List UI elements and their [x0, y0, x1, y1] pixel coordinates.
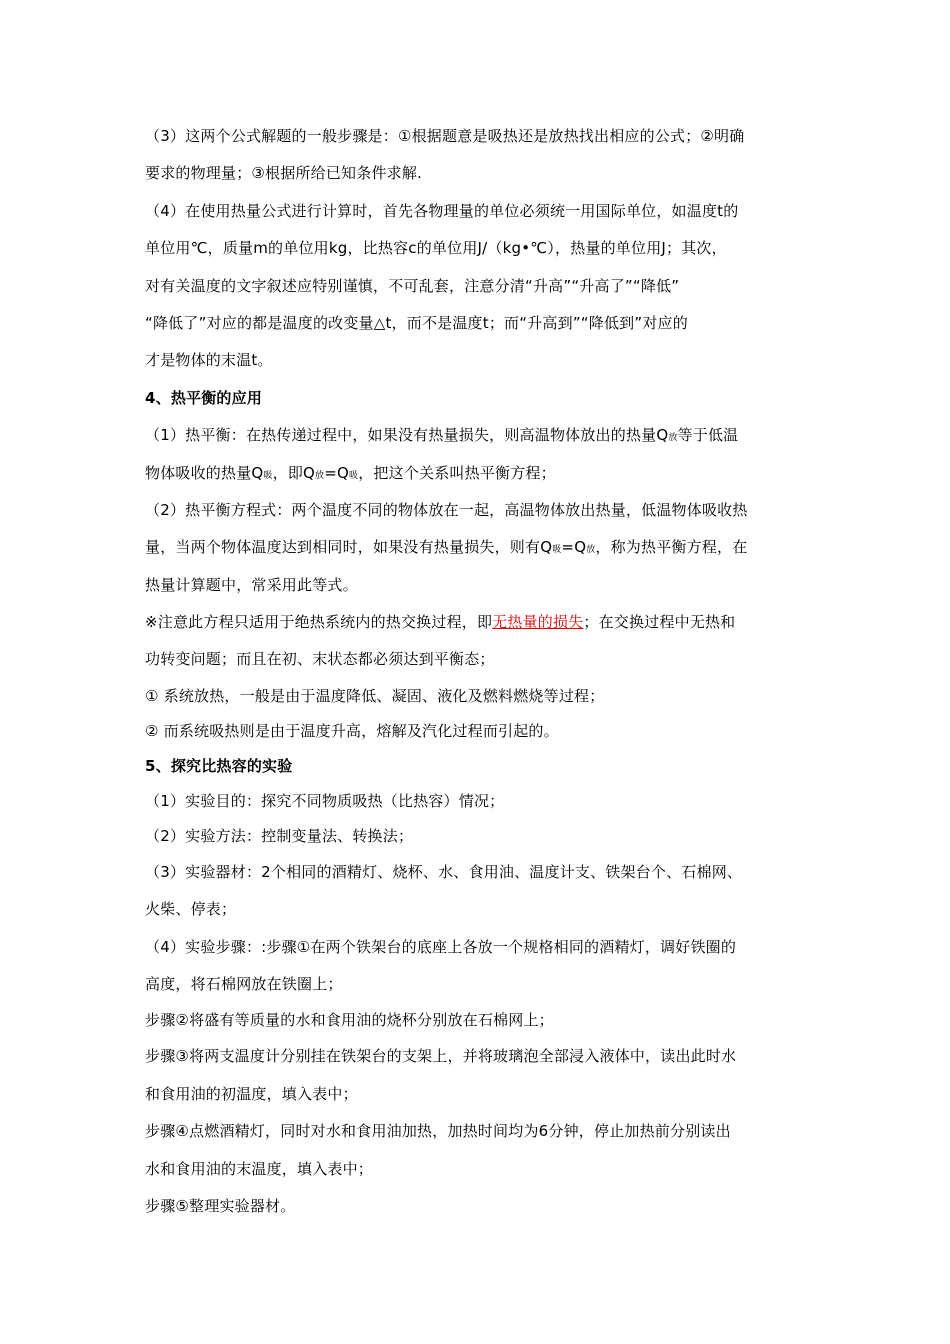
s4-p1-line1 — [145, 417, 810, 454]
s3-p4-line1: （4）在使用热量公式进行计算时，首先各物理量的单位必须统一用国际单位，如温度t的 — [145, 201, 739, 220]
text: 物体吸收的热量Q — [145, 463, 264, 482]
s3-p4-line5: 才是物体的末温t。 — [145, 351, 273, 370]
s5-p4-line2: 高度，将石棉网放在铁圈上； — [145, 975, 343, 994]
text: ※注意此方程只适用于绝热系统内的热交换过程，即 — [145, 613, 493, 632]
highlighted-text: 无热量的损失 — [492, 613, 584, 632]
s5-p2: （2）实验方法：控制变量法、转换法； — [145, 826, 414, 845]
s5-p1: （1）实验目的：探究不同物质吸热（比热容）情况； — [145, 791, 505, 810]
s5-step3-line2: 和食用油的初温度，填入表中； — [145, 1084, 358, 1103]
s4-p2-line1: （2）热平衡方程式：两个温度不同的物体放在一起，高温物体放出热量，低温物体吸收热 — [145, 500, 748, 519]
subscript: 放 — [315, 470, 325, 481]
s3-p4-line2: 单位用℃，质量m的单位用kg，比热容c的单位用J/（kg•℃），热量的单位用J；其次， — [145, 239, 727, 258]
s5-step4-line2: 水和食用油的末温度，填入表中； — [145, 1159, 374, 1178]
section-4-heading: 4、热平衡的应用 — [145, 388, 263, 407]
s4-p2-line3: 热量计算题中，常采用此等式。 — [145, 575, 358, 594]
text: 等于低温 — [677, 426, 739, 445]
subscript: 放 — [586, 545, 596, 556]
text: 量，当两个物体温度达到相同时，如果没有热量损失，则有Q — [145, 538, 553, 557]
document-page — [145, 118, 810, 1225]
subscript: 吸 — [552, 545, 562, 556]
text: =Q — [324, 463, 350, 482]
text: ，把这个关系叫热平衡方程； — [358, 463, 556, 482]
s3-p4-line3: 对有关温度的文字叙述应特别谨慎，不可乱套，注意分清“升高”“升高了”“降低” — [145, 276, 680, 295]
subscript: 吸 — [349, 470, 359, 481]
s5-step3-line1: 步骤③将两支温度计分别挂在铁架台的支架上，并将玻璃泡全部浸入液体中，读出此时水 — [145, 1047, 737, 1066]
text: （4）实验步骤： — [145, 937, 262, 956]
s5-p3-line1: （3）实验器材：2个相同的酒精灯、烧杯、水、食用油、温度计支、铁架台个、石棉网、 — [145, 862, 743, 881]
s3-p4-line4: “降低了”对应的都是温度的改变量△t，而不是温度t；而“升高到”“降低到”对应的 — [145, 313, 688, 332]
s4-point1: ① 系统放热，一般是由于温度降低、凝固、液化及燃料燃烧等过程； — [145, 686, 605, 705]
s3-p3-line2: 要求的物理量；③根据所给已知条件求解. — [145, 164, 423, 183]
s4-note-line1 — [145, 604, 810, 641]
text: （1）热平衡：在热传递过程中，如果没有热量损失，则高温物体放出的热量Q — [145, 426, 669, 445]
s5-p4-line1 — [145, 929, 810, 966]
subscript: 放 — [668, 433, 678, 444]
subscript: 吸 — [263, 470, 273, 481]
text: ，称为热平衡方程，在 — [595, 538, 748, 557]
s4-p2-line2 — [145, 529, 810, 566]
text: ，即Q — [272, 463, 316, 482]
text: ；在交换过程中无热和 — [583, 613, 736, 632]
text: :步骤①在两个铁架台的底座上各放一个规格相同的酒精灯，调好铁圈的 — [261, 937, 737, 956]
s5-p3-line2: 火柴、停表； — [145, 900, 237, 919]
section-5-heading: 5、探究比热容的实验 — [145, 756, 293, 775]
s5-step5: 步骤⑤整理实验器材。 — [145, 1196, 296, 1215]
s5-step2: 步骤②将盛有等质量的水和食用油的烧杯分别放在石棉网上； — [145, 1011, 554, 1030]
text: =Q — [561, 538, 587, 557]
s4-note-line2: 功转变问题；而且在初、末状态都必须达到平衡态； — [145, 650, 495, 669]
s4-p1-line2 — [145, 455, 810, 492]
s5-step4-line1: 步骤④点燃酒精灯，同时对水和食用油加热，加热时间均为6分钟，停止加热前分别读出 — [145, 1122, 731, 1141]
s3-p3-line1: （3）这两个公式解题的一般步骤是：①根据题意是吸热还是放热找出相应的公式；②明确 — [145, 127, 745, 145]
s4-point2: ② 而系统吸热则是由于温度升高，熔解及汽化过程而引起的。 — [145, 721, 559, 740]
